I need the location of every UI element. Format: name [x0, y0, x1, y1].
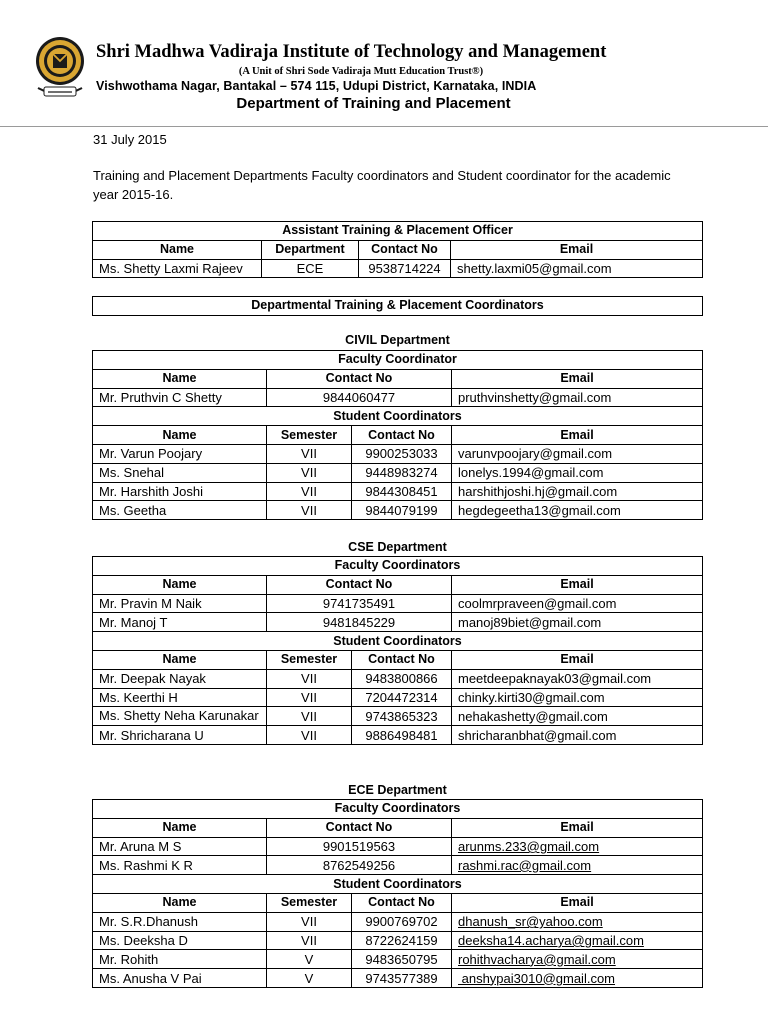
col-header: Contact No [359, 240, 451, 259]
contact-cell: 9844060477 [267, 388, 452, 407]
col-header: Name [93, 818, 267, 837]
name-cell: Ms. Geetha [93, 501, 267, 520]
col-header: Contact No [352, 426, 452, 445]
name-cell: Ms. Deeksha D [93, 931, 267, 950]
email-cell: harshithjoshi.hj@gmail.com [452, 482, 703, 501]
table-row [93, 707, 703, 726]
name-cell: Ms. Keerthi H [93, 688, 267, 707]
col-header: Email [452, 650, 703, 669]
name-cell: Ms. Shetty Laxmi Rajeev [93, 259, 262, 278]
contact-cell: 9483650795 [352, 950, 452, 969]
col-header: Semester [267, 893, 352, 912]
email-cell: nehakashetty@gmail.com [452, 707, 703, 726]
email-link[interactable]: deeksha14.acharya@gmail.com [452, 931, 703, 950]
email-cell: varunvpoojary@gmail.com [452, 444, 703, 463]
civil-dept-title: CIVIL Department [345, 333, 450, 347]
col-header: Name [93, 369, 267, 388]
email-cell: chinky.kirti30@gmail.com [452, 688, 703, 707]
name-cell: Mr. Aruna M S [93, 837, 267, 856]
cse-table [92, 556, 703, 745]
contact-cell: 9448983274 [352, 463, 452, 482]
dtpc-title-box [92, 296, 703, 316]
name-cell: Ms. Anusha V Pai [93, 969, 267, 988]
email-cell: coolmrpraveen@gmail.com [452, 594, 703, 613]
department-cell: ECE [262, 259, 359, 278]
col-header: Contact No [267, 818, 452, 837]
faculty-title: Faculty Coordinators [93, 800, 703, 819]
name-cell: Mr. Pruthvin C Shetty [93, 388, 267, 407]
email-link[interactable]: rohithvacharya@gmail.com [452, 950, 703, 969]
email-cell: shetty.laxmi05@gmail.com [451, 259, 703, 278]
contact-cell: 7204472314 [352, 688, 452, 707]
table-row [93, 463, 703, 482]
cse-dept-title: CSE Department [348, 540, 447, 554]
table-row [93, 501, 703, 520]
table-row [93, 856, 703, 875]
faculty-title: Faculty Coordinators [93, 557, 703, 576]
col-header: Name [93, 893, 267, 912]
contact-cell: 9886498481 [352, 726, 452, 745]
col-header: Email [452, 369, 703, 388]
faculty-title: Faculty Coordinator [93, 351, 703, 370]
email-cell: shricharanbhat@gmail.com [452, 726, 703, 745]
table-row [93, 482, 703, 501]
contact-cell: 9743865323 [352, 707, 452, 726]
table-row [93, 594, 703, 613]
col-header: Name [93, 240, 262, 259]
email-link[interactable]: anshypai3010@gmail.com [452, 969, 703, 988]
contact-cell: 8722624159 [352, 931, 452, 950]
table-row [93, 259, 703, 278]
table-row [93, 388, 703, 407]
col-header: Name [93, 426, 267, 445]
atpo-table [92, 221, 703, 278]
table-row [93, 931, 703, 950]
name-cell: Ms. Snehal [93, 463, 267, 482]
email-link[interactable]: arunms.233@gmail.com [452, 837, 703, 856]
table-row [93, 669, 703, 688]
student-title: Student Coordinators [93, 632, 703, 651]
name-cell: Mr. S.R.Dhanush [93, 912, 267, 931]
contact-cell: 9844308451 [352, 482, 452, 501]
student-title: Student Coordinators [93, 875, 703, 894]
letter-date: 31 July 2015 [93, 132, 167, 147]
table-row [93, 726, 703, 745]
intro-paragraph: Training and Placement Departments Faculty coordinators and Student coordinator for the academic year 2015-16. [93, 168, 671, 202]
semester-cell: V [267, 969, 352, 988]
col-header: Department [262, 240, 359, 259]
header-divider [0, 126, 768, 127]
contact-cell: 9538714224 [359, 259, 451, 278]
student-title: Student Coordinators [93, 407, 703, 426]
institution-address: Vishwothama Nagar, Bantakal – 574 115, Udupi District, Karnataka, INDIA [96, 79, 537, 93]
table-row [93, 837, 703, 856]
col-header: Contact No [267, 369, 452, 388]
col-header: Contact No [267, 575, 452, 594]
email-cell: lonelys.1994@gmail.com [452, 463, 703, 482]
civil-table [92, 350, 703, 520]
table-row [93, 950, 703, 969]
email-cell: pruthvinshetty@gmail.com [452, 388, 703, 407]
col-header: Semester [267, 650, 352, 669]
semester-cell: VII [267, 707, 352, 726]
col-header: Email [452, 818, 703, 837]
semester-cell: VII [267, 501, 352, 520]
semester-cell: V [267, 950, 352, 969]
contact-cell: 9483800866 [352, 669, 452, 688]
col-header: Email [452, 575, 703, 594]
department-name: Department of Training and Placement [236, 95, 511, 112]
col-header: Semester [267, 426, 352, 445]
email-link[interactable]: dhanush_sr@yahoo.com [452, 912, 703, 931]
email-cell: manoj89biet@gmail.com [452, 613, 703, 632]
table-row [93, 912, 703, 931]
contact-cell: 9901519563 [267, 837, 452, 856]
email-cell: hegdegeetha13@gmail.com [452, 501, 703, 520]
name-cell: Ms. Shetty Neha Karunakar [93, 707, 267, 726]
contact-cell: 9900253033 [352, 444, 452, 463]
semester-cell: VII [267, 726, 352, 745]
contact-cell: 9741735491 [267, 594, 452, 613]
institution-subtitle: (A Unit of Shri Sode Vadiraja Mutt Education Trust®) [238, 66, 484, 77]
name-cell: Mr. Varun Poojary [93, 444, 267, 463]
name-cell: Mr. Rohith [93, 950, 267, 969]
table-row [93, 969, 703, 988]
name-cell: Mr. Harshith Joshi [93, 482, 267, 501]
col-header: Email [452, 893, 703, 912]
semester-cell: VII [267, 669, 352, 688]
table-row [93, 444, 703, 463]
semester-cell: VII [267, 931, 352, 950]
table-row [93, 613, 703, 632]
contact-cell: 9481845229 [267, 613, 452, 632]
semester-cell: VII [267, 688, 352, 707]
name-cell: Mr. Pravin M Naik [93, 594, 267, 613]
contact-cell: 9900769702 [352, 912, 452, 931]
dtpc-title: Departmental Training & Placement Coordinators [93, 297, 703, 316]
email-link[interactable]: rashmi.rac@gmail.com [452, 856, 703, 875]
col-header: Name [93, 575, 267, 594]
col-header: Email [452, 426, 703, 445]
col-header: Contact No [352, 893, 452, 912]
semester-cell: VII [267, 463, 352, 482]
name-cell: Mr. Manoj T [93, 613, 267, 632]
semester-cell: VII [267, 482, 352, 501]
ece-table [92, 799, 703, 988]
col-header: Email [451, 240, 703, 259]
name-cell: Mr. Shricharana U [93, 726, 267, 745]
email-cell: meetdeepaknayak03@gmail.com [452, 669, 703, 688]
atpo-title: Assistant Training & Placement Officer [93, 222, 703, 241]
ece-dept-title: ECE Department [348, 783, 447, 797]
contact-cell: 8762549256 [267, 856, 452, 875]
name-cell: Ms. Rashmi K R [93, 856, 267, 875]
name-cell: Mr. Deepak Nayak [93, 669, 267, 688]
table-row [93, 688, 703, 707]
semester-cell: VII [267, 444, 352, 463]
institution-logo-icon [34, 36, 86, 100]
letterhead [0, 0, 768, 126]
semester-cell: VII [267, 912, 352, 931]
contact-cell: 9844079199 [352, 501, 452, 520]
contact-cell: 9743577389 [352, 969, 452, 988]
col-header: Name [93, 650, 267, 669]
col-header: Contact No [352, 650, 452, 669]
institution-name: Shri Madhwa Vadiraja Institute of Technology and Management [96, 42, 607, 62]
